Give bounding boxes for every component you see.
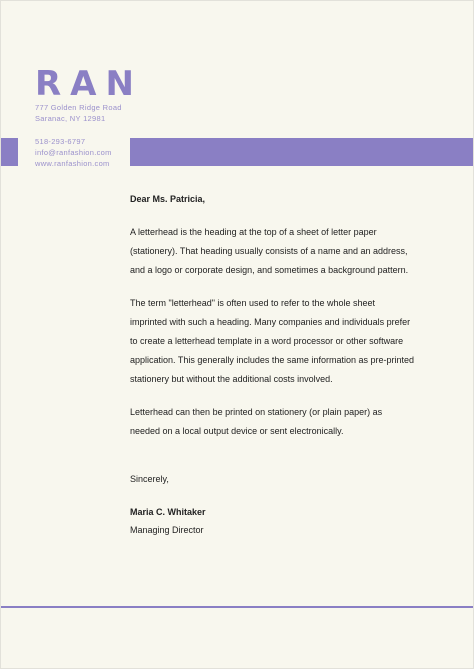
paragraph-line: imprinted with such a heading. Many companies and individuals prefer — [130, 317, 411, 327]
address-street: 777 Golden Ridge Road — [35, 103, 122, 112]
signer-title: Managing Director — [130, 525, 204, 535]
letter-paragraph — [130, 403, 450, 441]
contact-email: info@ranfashion.com — [35, 148, 112, 157]
paragraph-line: Letterhead can then be printed on stationery (or plain paper) as — [130, 407, 383, 417]
letter-body — [130, 191, 450, 538]
contact-phone: 518-293-6797 — [35, 137, 86, 146]
paragraph-line: stationery but without the additional costs involved. — [130, 374, 333, 384]
company-contact — [35, 136, 112, 169]
letter-paragraph — [130, 294, 450, 389]
paragraph-line: application. This generally includes the same information as pre-printed — [130, 355, 414, 365]
letterhead-page — [1, 1, 473, 668]
paragraph-line: needed on a local output device or sent electronically. — [130, 426, 344, 436]
letter-salutation: Dear Ms. Patricia, — [130, 194, 206, 204]
signer-name: Maria C. Whitaker — [130, 507, 206, 517]
footer-rule — [1, 606, 473, 608]
paragraph-line: The term "letterhead" is often used to refer to the whole sheet — [130, 298, 376, 308]
contact-website: www.ranfashion.com — [35, 159, 110, 168]
paragraph-line: (stationery). That heading usually consists of a name and an address, — [130, 246, 408, 256]
address-city: Saranac, NY 12981 — [35, 114, 106, 123]
paragraph-line: A letterhead is the heading at the top of a sheet of letter paper — [130, 227, 377, 237]
letter-paragraph — [130, 223, 450, 280]
paragraph-line: and a logo or corporate design, and sometimes a background pattern. — [130, 265, 409, 275]
company-address — [35, 102, 122, 124]
accent-band-right — [130, 138, 473, 166]
accent-band-left — [1, 138, 18, 166]
paragraph-line: to create a letterhead template in a word processor or other software — [130, 336, 404, 346]
letter-closing: Sincerely, — [130, 474, 169, 484]
company-logo: RAN — [35, 64, 143, 104]
